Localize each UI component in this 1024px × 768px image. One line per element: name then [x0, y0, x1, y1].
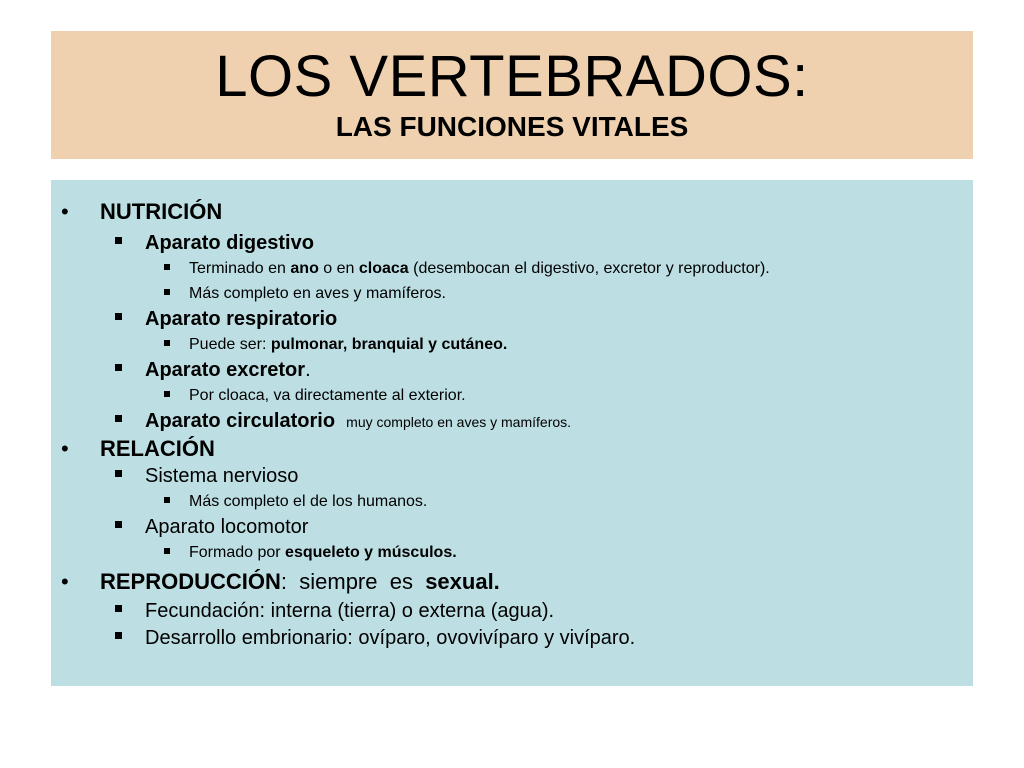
round-bullet-icon: • — [61, 569, 69, 594]
square-bullet-icon — [115, 415, 122, 422]
section-reproduccion — [51, 568, 973, 596]
list-item-excretor — [51, 357, 973, 383]
square-bullet-icon — [164, 391, 170, 397]
text-run: Formado por — [189, 544, 286, 561]
square-bullet-icon — [115, 521, 122, 528]
text-run-bold: cloaca — [358, 260, 409, 277]
square-bullet-icon — [164, 340, 170, 346]
square-bullet-icon — [164, 264, 170, 270]
square-bullet-icon — [115, 470, 122, 477]
text-run-bold: esqueleto y músculos. — [285, 544, 457, 561]
text-run: Terminado en — [189, 260, 291, 277]
list-item-fecundacion — [51, 598, 973, 624]
section-nutricion — [51, 198, 973, 226]
list-subitem — [51, 540, 973, 565]
text-run-bold: pulmonar, branquial y cutáneo. — [270, 336, 508, 353]
list-subitem — [51, 332, 973, 357]
square-bullet-icon — [164, 497, 170, 503]
item-label: Aparato excretor — [145, 359, 306, 381]
section-heading: NUTRICIÓN — [100, 199, 223, 224]
page-subtitle: LAS FUNCIONES VITALES — [335, 111, 689, 142]
section-heading: REPRODUCCIÓN — [100, 569, 281, 594]
list-item-locomotor — [51, 514, 973, 540]
text-run: : siempre es — [280, 569, 426, 594]
item-label: Aparato locomotor — [145, 516, 309, 538]
list-item-digestivo — [51, 230, 973, 256]
item-label: Aparato respiratorio — [145, 308, 338, 330]
round-bullet-icon: • — [61, 436, 69, 461]
list-subitem — [51, 281, 973, 306]
list-item-desarrollo — [51, 625, 973, 651]
item-note: muy completo en aves y mamíferos. — [346, 414, 572, 430]
text-run: Por cloaca, va directamente al exterior. — [189, 387, 466, 404]
title-banner — [51, 31, 973, 159]
square-bullet-icon — [115, 237, 122, 244]
item-label: Fecundación: interna (tierra) o externa (agua). — [145, 600, 555, 622]
square-bullet-icon — [164, 289, 170, 295]
page-title: LOS VERTEBRADOS: — [215, 44, 809, 109]
list-subitem — [51, 489, 973, 514]
text-run: Puede ser: — [189, 336, 271, 353]
round-bullet-icon: • — [61, 199, 69, 224]
section-heading: RELACIÓN — [100, 436, 215, 461]
item-label: Aparato circulatorio — [145, 410, 336, 432]
text-run: o en — [318, 260, 359, 277]
list-subitem — [51, 256, 973, 281]
square-bullet-icon — [115, 605, 122, 612]
section-relacion — [51, 435, 973, 463]
text-run: . — [305, 359, 311, 381]
list-item-respiratorio — [51, 306, 973, 332]
content-panel — [51, 180, 973, 686]
text-run: (desembocan el digestivo, excretor y reproductor). — [408, 260, 770, 277]
square-bullet-icon — [164, 548, 170, 554]
item-label: Desarrollo embrionario: ovíparo, ovovivíparo y vivíparo. — [145, 627, 636, 649]
item-label: Aparato digestivo — [145, 232, 314, 254]
text-run-bold: ano — [290, 260, 319, 277]
square-bullet-icon — [115, 632, 122, 639]
item-label: Sistema nervioso — [145, 465, 299, 487]
square-bullet-icon — [115, 364, 122, 371]
list-item-nervioso — [51, 463, 973, 489]
square-bullet-icon — [115, 313, 122, 320]
outline-list — [51, 198, 973, 651]
text-run: Más completo en aves y mamíferos. — [189, 285, 446, 302]
text-run-bold: sexual. — [425, 569, 500, 594]
list-subitem — [51, 383, 973, 408]
text-run: Más completo el de los humanos. — [189, 493, 428, 510]
list-item-circulatorio — [51, 408, 973, 435]
